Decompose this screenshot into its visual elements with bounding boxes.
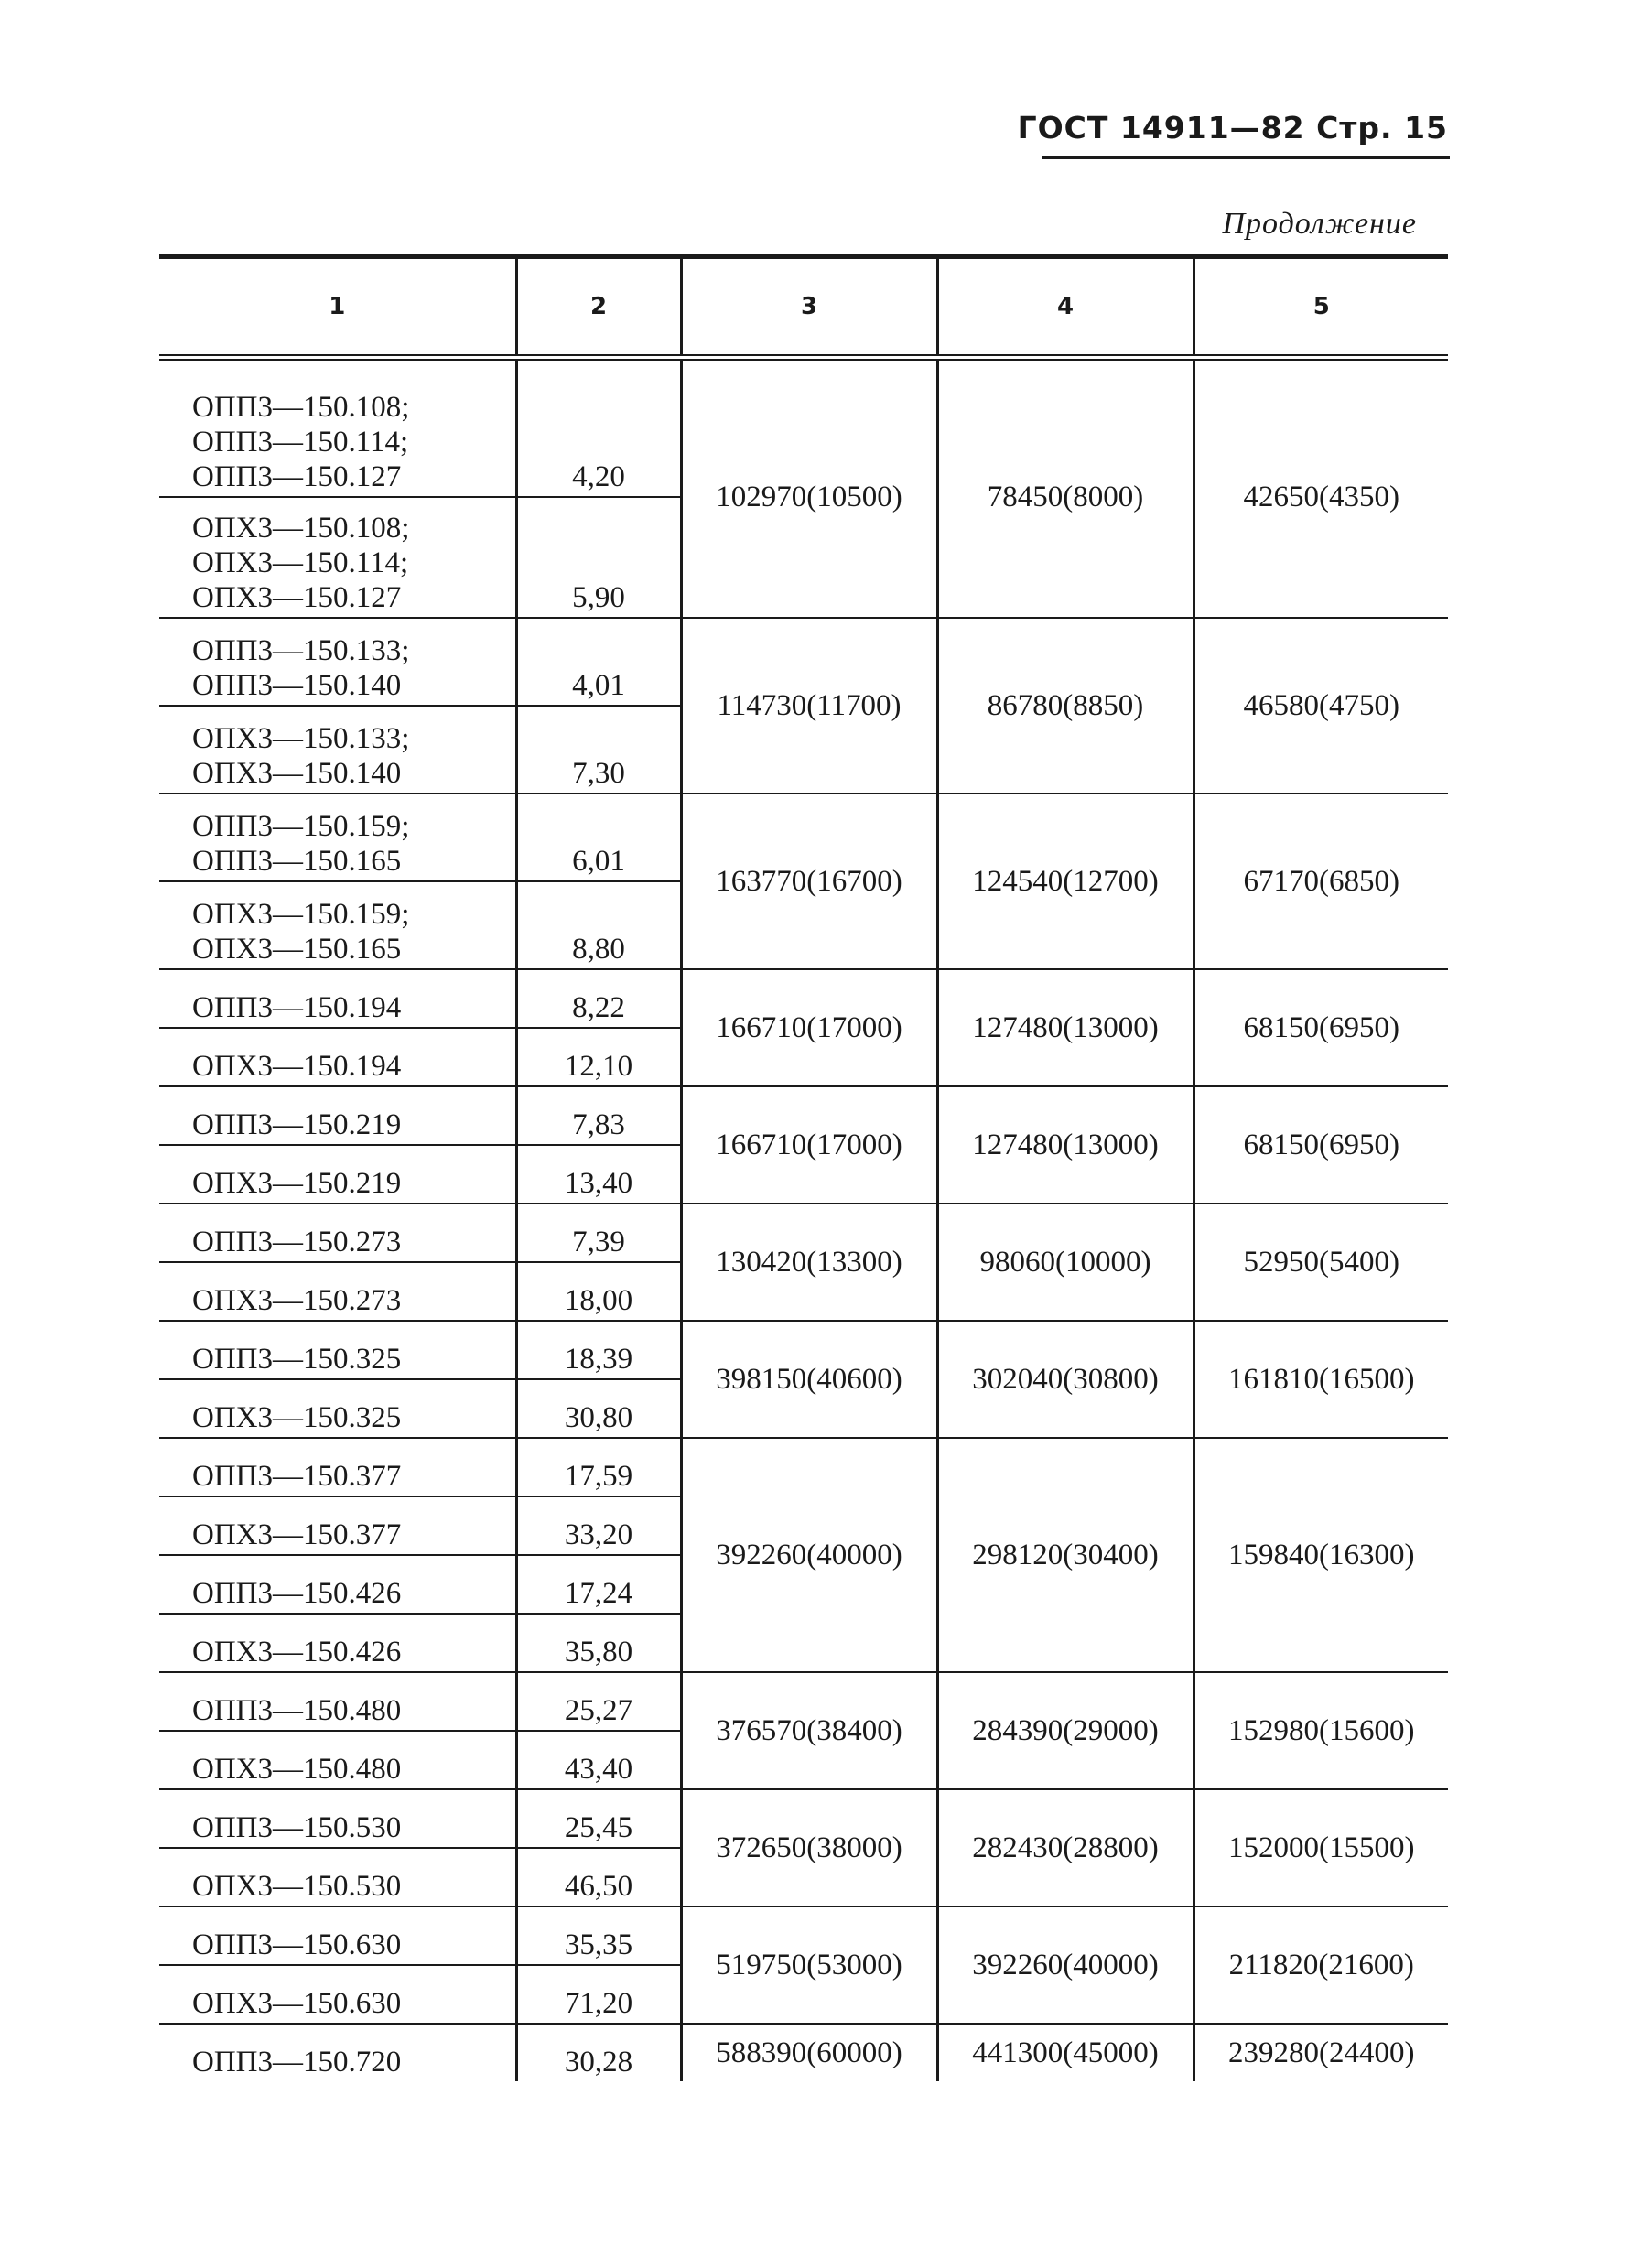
- mass-cell: 6,01: [516, 794, 681, 881]
- designation-line: ОПХ3—150.325: [192, 1401, 402, 1434]
- designation-line: ОПП3—150.720: [192, 2046, 402, 2079]
- mass-cell: 7,39: [516, 1204, 681, 1262]
- designation-line: ОПП3—150.630: [192, 1928, 402, 1961]
- designation-line: ОПП3—150.530: [192, 1811, 402, 1844]
- load-value-cell-c4: 298120(30400): [937, 1438, 1194, 1672]
- mass-cell: 13,40: [516, 1145, 681, 1204]
- load-value-cell-c5: 152000(15500): [1194, 1789, 1448, 1906]
- designation-cell: [159, 1379, 516, 1438]
- designation-line: ОПХ3—150.273: [192, 1284, 402, 1317]
- designation-cell: [159, 1496, 516, 1555]
- designation-cell: [159, 1789, 516, 1848]
- load-value-cell-c5: 211820(21600): [1194, 1906, 1448, 2024]
- table-row: [159, 1321, 1448, 1379]
- designation-cell: [159, 1731, 516, 1789]
- designation-cell: [159, 1672, 516, 1731]
- designation-cell: [159, 1906, 516, 1965]
- load-value-cell-c5: 159840(16300): [1194, 1438, 1448, 1672]
- table-row: [159, 1204, 1448, 1262]
- designation-line: ОПП3—150.273: [192, 1226, 402, 1258]
- designation-cell: [159, 794, 516, 881]
- table-row: [159, 1086, 1448, 1145]
- load-value-cell-c5: 52950(5400): [1194, 1204, 1448, 1321]
- table-row: [159, 1906, 1448, 1965]
- designation-line: ОПП3—150.133;: [192, 634, 410, 667]
- mass-cell: 30,28: [516, 2024, 681, 2081]
- designation-line: ОПХ3—150.133;: [192, 722, 410, 755]
- designation-cell: [159, 1145, 516, 1204]
- column-header-4: 4: [937, 259, 1194, 358]
- designation-cell: [159, 1262, 516, 1321]
- designation-cell: [159, 497, 516, 618]
- load-value-cell-c5: 42650(4350): [1194, 377, 1448, 618]
- load-value-cell-c4: 98060(10000): [937, 1204, 1194, 1321]
- load-value-cell-c4: 441300(45000): [937, 2024, 1194, 2081]
- column-header-3: 3: [681, 259, 937, 358]
- load-value-cell-c3: 376570(38400): [681, 1672, 937, 1789]
- designation-cell: [159, 1848, 516, 1906]
- load-value-cell-c3: 392260(40000): [681, 1438, 937, 1672]
- load-value-cell-c5: 68150(6950): [1194, 1086, 1448, 1204]
- table-row: [159, 794, 1448, 881]
- designation-cell: [159, 1614, 516, 1672]
- mass-cell: 25,45: [516, 1789, 681, 1848]
- load-value-cell-c3: 166710(17000): [681, 1086, 937, 1204]
- column-header-5: 5: [1194, 259, 1448, 358]
- load-value-cell-c4: 127480(13000): [937, 969, 1194, 1086]
- load-value-cell-c5: 152980(15600): [1194, 1672, 1448, 1789]
- load-value-cell-c5: 46580(4750): [1194, 618, 1448, 794]
- designation-line: ОПП3—150.325: [192, 1343, 402, 1376]
- designation-line: ОПП3—150.159;: [192, 810, 410, 843]
- designation-line: ОПП3—150.194: [192, 991, 402, 1024]
- designation-line: ОПХ3—150.165: [192, 933, 402, 966]
- standards-table: [159, 254, 1448, 2081]
- designation-cell: [159, 1965, 516, 2024]
- designation-cell: [159, 618, 516, 706]
- load-value-cell-c3: 114730(11700): [681, 618, 937, 794]
- load-value-cell-c3: 588390(60000): [681, 2024, 937, 2081]
- mass-cell: 4,01: [516, 618, 681, 706]
- mass-cell: 33,20: [516, 1496, 681, 1555]
- designation-line: ОПХ3—150.114;: [192, 546, 409, 579]
- designation-line: ОПХ3—150.194: [192, 1050, 402, 1083]
- load-value-cell-c5: 239280(24400): [1194, 2024, 1448, 2081]
- designation-line: ОПХ3—150.426: [192, 1636, 402, 1669]
- load-value-cell-c3: 166710(17000): [681, 969, 937, 1086]
- mass-cell: 30,80: [516, 1379, 681, 1438]
- mass-cell: 43,40: [516, 1731, 681, 1789]
- mass-cell: 35,80: [516, 1614, 681, 1672]
- table-row: [159, 969, 1448, 1028]
- load-value-cell-c3: 102970(10500): [681, 377, 937, 618]
- designation-line: ОПП3—150.377: [192, 1460, 402, 1493]
- table-row: [159, 1438, 1448, 1496]
- designation-line: ОПХ3—150.630: [192, 1987, 402, 2020]
- mass-cell: 5,90: [516, 497, 681, 618]
- designation-line: ОПХ3—150.140: [192, 757, 402, 790]
- load-value-cell-c5: 67170(6850): [1194, 794, 1448, 969]
- designation-line: ОПХ3—150.480: [192, 1753, 402, 1786]
- designation-line: ОПП3—150.165: [192, 845, 402, 878]
- mass-cell: 8,22: [516, 969, 681, 1028]
- mass-cell: 12,10: [516, 1028, 681, 1086]
- load-value-cell-c4: 78450(8000): [937, 377, 1194, 618]
- table-row: [159, 2024, 1448, 2081]
- mass-cell: 46,50: [516, 1848, 681, 1906]
- designation-line: ОПХ3—150.219: [192, 1167, 402, 1200]
- designation-cell: [159, 881, 516, 969]
- designation-line: ОПП3—150.108;: [192, 391, 410, 424]
- load-value-cell-c3: 163770(16700): [681, 794, 937, 969]
- load-value-cell-c3: 130420(13300): [681, 1204, 937, 1321]
- designation-cell: [159, 1028, 516, 1086]
- mass-cell: 71,20: [516, 1965, 681, 2024]
- load-value-cell-c4: 127480(13000): [937, 1086, 1194, 1204]
- load-value-cell-c5: 68150(6950): [1194, 969, 1448, 1086]
- mass-cell: 18,39: [516, 1321, 681, 1379]
- designation-line: ОПХ3—150.377: [192, 1518, 402, 1551]
- mass-cell: 7,83: [516, 1086, 681, 1145]
- mass-cell: 25,27: [516, 1672, 681, 1731]
- designation-cell: [159, 1438, 516, 1496]
- designation-line: ОПХ3—150.127: [192, 581, 402, 614]
- designation-cell: [159, 2024, 516, 2081]
- table-row: [159, 1672, 1448, 1731]
- load-value-cell-c4: 282430(28800): [937, 1789, 1194, 1906]
- designation-cell: [159, 1086, 516, 1145]
- mass-cell: 4,20: [516, 377, 681, 497]
- designation-line: ОПХ3—150.530: [192, 1870, 402, 1903]
- load-value-cell-c3: 398150(40600): [681, 1321, 937, 1438]
- designation-cell: [159, 1204, 516, 1262]
- designation-line: ОПХ3—150.159;: [192, 898, 410, 931]
- mass-cell: 35,35: [516, 1906, 681, 1965]
- designation-line: ОПП3—150.480: [192, 1694, 402, 1727]
- designation-line: ОПХ3—150.108;: [192, 512, 410, 545]
- designation-cell: [159, 969, 516, 1028]
- header-rule: [1042, 156, 1450, 159]
- designation-line: ОПП3—150.140: [192, 669, 402, 702]
- load-value-cell-c4: 302040(30800): [937, 1321, 1194, 1438]
- designation-cell: [159, 377, 516, 497]
- table-row: [159, 1789, 1448, 1848]
- mass-cell: 17,24: [516, 1555, 681, 1614]
- load-value-cell-c4: 392260(40000): [937, 1906, 1194, 2024]
- continuation-label: Продолжение: [1222, 207, 1417, 241]
- table-row: [159, 377, 1448, 497]
- designation-cell: [159, 1555, 516, 1614]
- column-header-1: 1: [159, 259, 516, 358]
- designation-line: ОПП3—150.127: [192, 460, 402, 493]
- mass-cell: 18,00: [516, 1262, 681, 1321]
- load-value-cell-c4: 86780(8850): [937, 618, 1194, 794]
- load-value-cell-c3: 372650(38000): [681, 1789, 937, 1906]
- mass-cell: 7,30: [516, 706, 681, 794]
- designation-line: ОПП3—150.114;: [192, 426, 409, 459]
- column-header-2: 2: [516, 259, 681, 358]
- designation-cell: [159, 706, 516, 794]
- table-body: [159, 358, 1448, 2082]
- load-value-cell-c4: 124540(12700): [937, 794, 1194, 969]
- table-header-row: [159, 259, 1448, 358]
- load-value-cell-c4: 284390(29000): [937, 1672, 1194, 1789]
- page-header: ГОСТ 14911—82 Стр. 15: [1017, 110, 1448, 146]
- load-value-cell-c3: 519750(53000): [681, 1906, 937, 2024]
- designation-cell: [159, 1321, 516, 1379]
- designation-line: ОПП3—150.219: [192, 1108, 402, 1141]
- header-spacer-row: [159, 358, 1448, 378]
- mass-cell: 8,80: [516, 881, 681, 969]
- mass-cell: 17,59: [516, 1438, 681, 1496]
- table-row: [159, 618, 1448, 706]
- load-value-cell-c5: 161810(16500): [1194, 1321, 1448, 1438]
- designation-line: ОПП3—150.426: [192, 1577, 402, 1610]
